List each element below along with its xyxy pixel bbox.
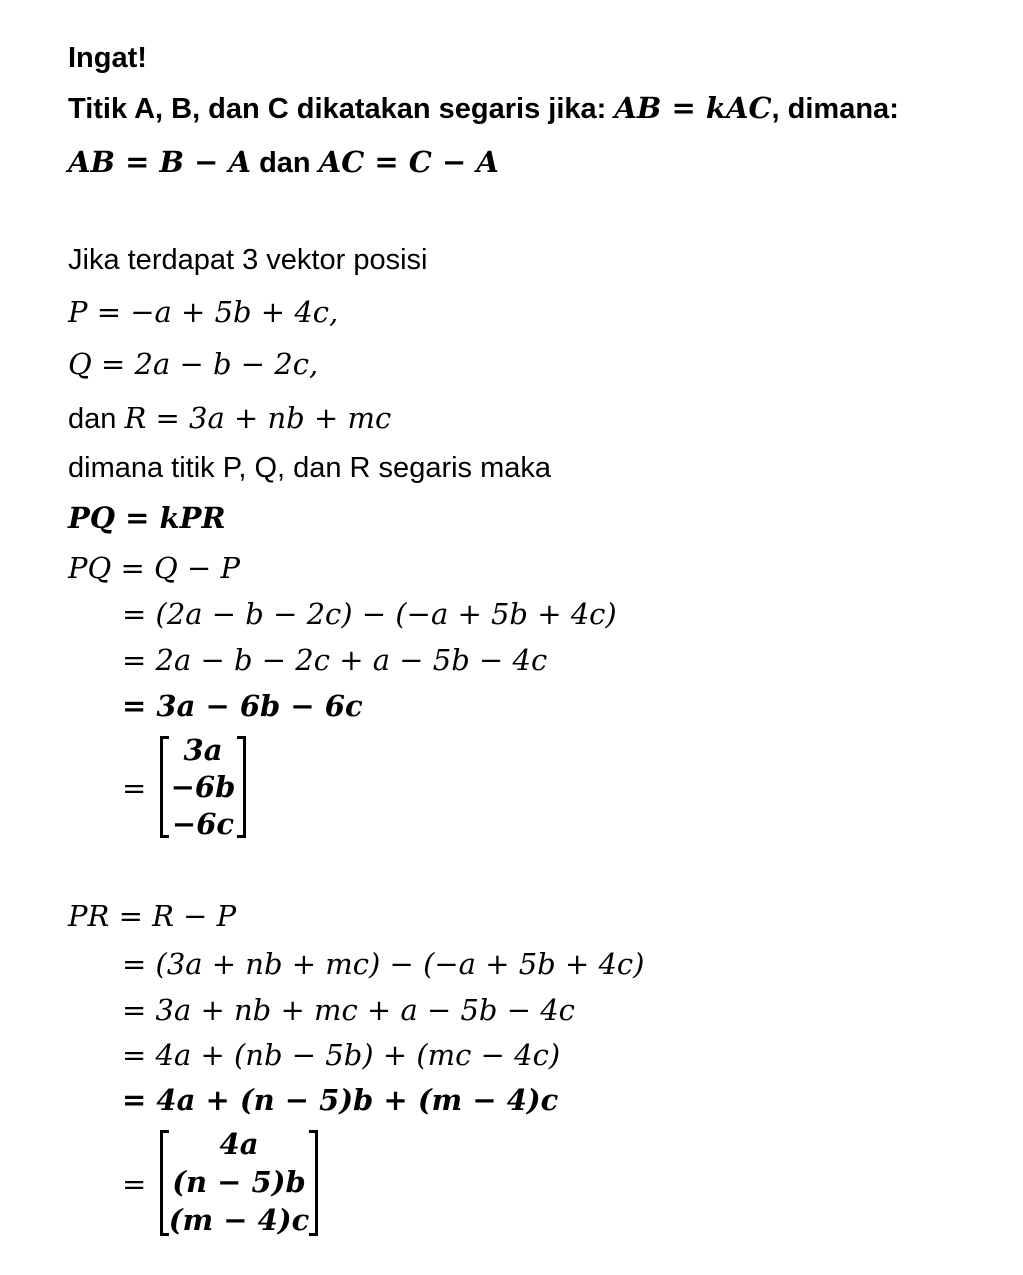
- vector-definitions: [68, 145, 499, 179]
- pr-step-1: PR = R − P: [68, 899, 237, 933]
- pq-matrix-cell-1: 3a: [183, 733, 223, 767]
- pq-right-bracket: [237, 736, 246, 838]
- vector-r-prefix: dan: [68, 403, 125, 435]
- pq-matrix-cell-3: −6c: [171, 807, 235, 841]
- pq-matrix-cell-2: −6b: [170, 770, 236, 804]
- pq-step-3: = 2a − b − 2c + a − 5b − 4c: [122, 643, 548, 677]
- collinear-formula: PQ = kPR: [68, 501, 226, 535]
- pr-step-3: = 3a + nb + mc + a − 5b − 4c: [122, 993, 575, 1027]
- pr-matrix-equals: =: [122, 1167, 147, 1201]
- pr-step-4: = 4a + (nb − 5b) + (mc − 4c): [122, 1038, 561, 1072]
- pr-column-vector: [158, 1128, 320, 1238]
- definition-ab: AB = B − A: [68, 145, 252, 179]
- vector-r: R = 3a + nb + mc: [124, 401, 392, 435]
- pq-step-1: PQ = Q − P: [68, 551, 241, 585]
- rule-formula: AB = kAC: [614, 91, 772, 125]
- rule-suffix: , dimana:: [771, 93, 899, 125]
- pr-step-5: = 4a + (n − 5)b + (m − 4)c: [122, 1083, 559, 1117]
- vector-p: P = −a + 5b + 4c,: [68, 295, 339, 329]
- pq-matrix-equals: =: [122, 771, 147, 805]
- collinear-statement: dimana titik P, Q, dan R segaris maka: [68, 452, 552, 484]
- pr-matrix-cell-1: 4a: [219, 1127, 259, 1161]
- collinear-rule: [68, 91, 899, 125]
- pr-matrix-cell-2: (n − 5)b: [172, 1165, 306, 1199]
- reminder-heading: Ingat!: [68, 42, 147, 74]
- vector-q: Q = 2a − b − 2c,: [68, 347, 319, 381]
- pr-step-2: = (3a + nb + mc) − (−a + 5b + 4c): [122, 947, 645, 981]
- pr-matrix-cell-3: (m − 4)c: [168, 1203, 310, 1237]
- vector-r-line: [68, 401, 392, 435]
- definition-ac: AC = C − A: [318, 145, 499, 179]
- problem-intro: Jika terdapat 3 vektor posisi: [68, 244, 428, 276]
- pq-step-2: = (2a − b − 2c) − (−a + 5b + 4c): [122, 597, 617, 631]
- pq-column-vector: [158, 734, 248, 840]
- rule-prefix: Titik A, B, dan C dikatakan segaris jika:: [68, 93, 615, 125]
- definition-connector: dan: [251, 147, 319, 179]
- pq-step-4: = 3a − 6b − 6c: [122, 689, 363, 723]
